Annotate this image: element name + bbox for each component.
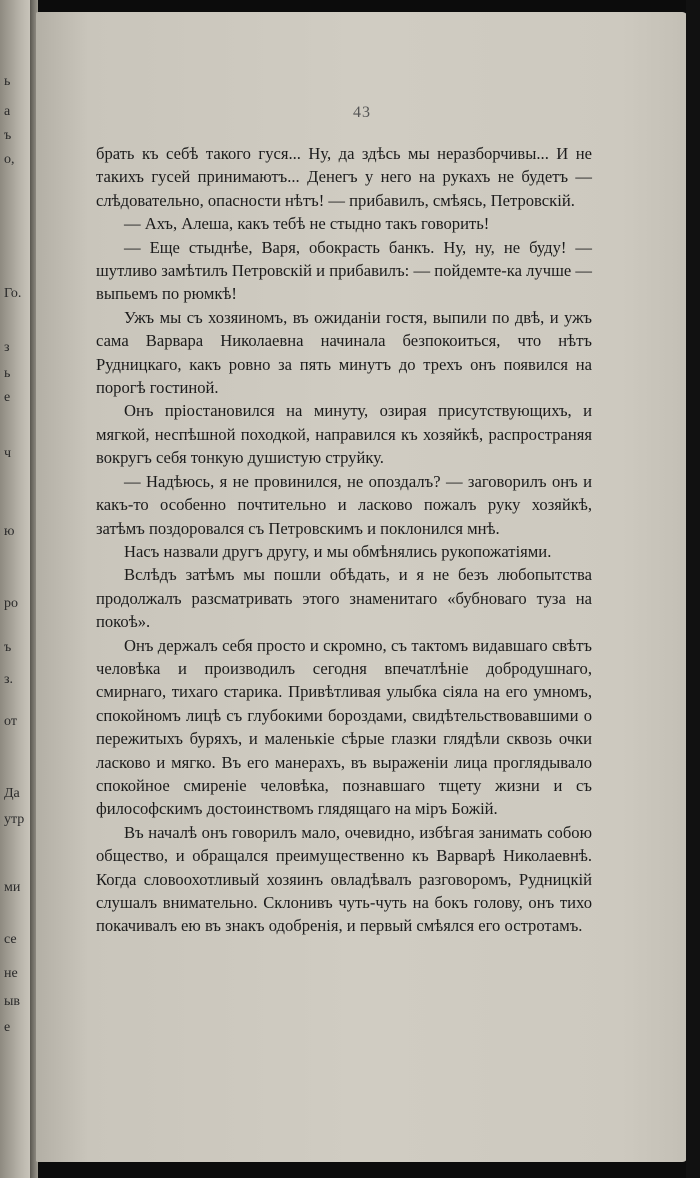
book-page (36, 12, 688, 1162)
left-page-fragment: ми (4, 880, 21, 895)
paragraph: Вслѣдъ затѣмъ мы пошли обѣдать, и я не безъ любопытства продолжалъ разсматривать этого знаменитаго «бубноваго туза на покоѣ». (96, 565, 592, 632)
left-page-fragment: е (4, 1020, 11, 1035)
left-page-fragment: е (4, 390, 11, 405)
paragraph: Насъ назвали другъ другу, и мы обмѣнялись рукопожатіями. (124, 541, 552, 561)
paragraph: Ужъ мы съ хозяиномъ, въ ожиданіи гостя, выпили по двѣ, и ужъ сама Варвара Николаевна начинала безпокоиться, что нѣтъ Рудницкаго, какъ ровно за пять минутъ до трехъ онъ появился на порогѣ гостиной. (96, 307, 592, 398)
left-page-fragment: от (4, 714, 17, 729)
left-page-fragment: се (4, 932, 17, 947)
left-page-fragment: ь (4, 74, 11, 89)
body-text (96, 142, 592, 938)
paragraph: Онъ пріостановился на минуту, озирая присутствующихъ, и мягкой, неспѣшной походкой, направился къ хозяйкѣ, распространяя вокругъ себя тонкую душистую струйку. (96, 401, 592, 468)
left-page-fragment: з (4, 340, 10, 355)
left-page-fragment: ч (4, 446, 12, 461)
left-page-fragment: утр (4, 812, 25, 827)
left-page-fragment: ыв (4, 994, 21, 1009)
paragraph: Въ началѣ онъ говорилъ мало, очевидно, избѣгая занимать собою общество, и обращался преимущественно къ Варварѣ Николаевнѣ. Когда словоохотливый хозяинъ овладѣвалъ разговоромъ, Рудницкій слушалъ внимательно. Склонивъ чуть-чуть на бокъ голову, онъ тихо покачивалъ ею въ знакъ одобренія, и первый смѣялся его остротамъ. (96, 822, 592, 936)
paragraph: — Надѣюсь, я не провинился, не опоздалъ? — заговорилъ онъ и какъ-то особенно почтительно и ласково пожалъ руку хозяйкѣ, затѣмъ поздоровался съ Петровскимъ и поклонился мнѣ. (96, 471, 592, 538)
left-page-fragment: не (4, 966, 18, 981)
page-number: 43 (353, 104, 371, 121)
left-page-fragment: а (4, 104, 11, 119)
left-page-fragment: Го. (4, 286, 22, 301)
paragraph: — Еще стыднѣе, Варя, обокрасть банкъ. Ну, ну, не буду! — шутливо замѣтилъ Петровскій и прибавилъ: — пойдемте-ка лучше — выпьемъ по рюмкѣ! (96, 237, 592, 304)
left-page-fragment: ро (4, 596, 18, 611)
left-page-fragment: Да (4, 786, 20, 801)
left-page-fragment: о, (4, 152, 15, 167)
left-page-fragment: з. (4, 672, 14, 687)
left-page-fragment: ю (4, 524, 15, 539)
paragraph: Онъ держалъ себя просто и скромно, съ тактомъ видавшаго свѣтъ человѣка и производилъ сегодня впечатлѣніе добродушнаго, смирнаго, тихаго старика. Привѣтливая улыбка сіяла на его умномъ, спокойномъ лицѣ съ глубокими бороздами, свидѣтельствовавшими о пережитыхъ буряхъ, и маленькіе сѣрые глазки глядѣли сквозь очки ласково и мягко. Въ его манерахъ, въ выраженіи лица проглядывало спокойное смиреніе человѣка, познавшаго тщету жизни и съ философскимъ достоинствомъ глядящаго на міръ Божій. (96, 635, 592, 819)
left-page-fragment: ь (4, 366, 11, 381)
paragraph: — Ахъ, Алеша, какъ тебѣ не стыдно такъ говорить! (124, 214, 490, 234)
paragraph: брать къ себѣ такого гуся... Ну, да здѣсь мы неразборчивы... И не такихъ гусей принимаютъ... Денегъ у него на рукахъ не будетъ — слѣдовательно, опасности нѣтъ! — прибавилъ, смѣясь, Петровскій. (96, 144, 592, 210)
left-page-fragment: ъ (4, 128, 12, 143)
left-page-fragment: ъ (4, 640, 12, 655)
left-page-edge (0, 0, 34, 1178)
background-edge (686, 0, 700, 1178)
